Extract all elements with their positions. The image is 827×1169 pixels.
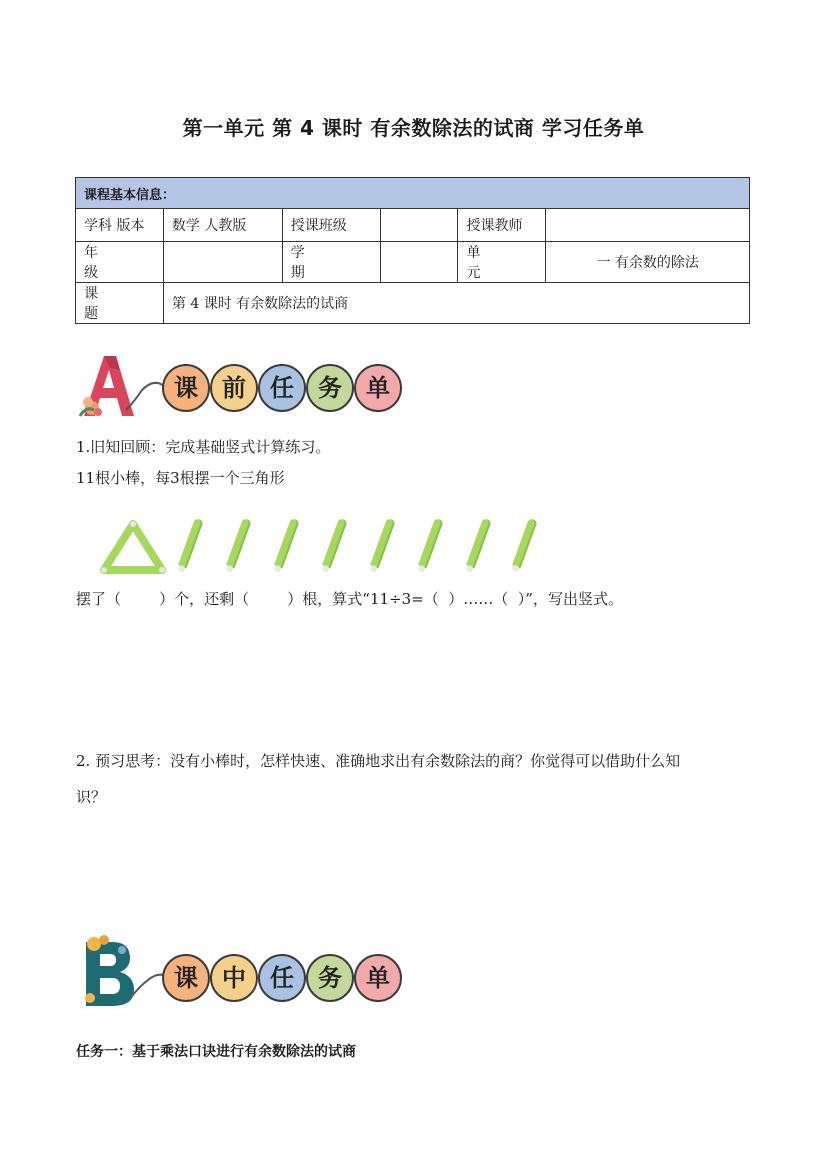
task-1-heading: 任务一：基于乘法口诀进行有余数除法的试商	[76, 1044, 356, 1060]
question-2-line-2: 识？	[76, 788, 107, 806]
question-2-line-1: 2. 预习思考：没有小棒时，怎样快速、准确地求出有余数除法的商？你觉得可以借助什么知	[76, 752, 681, 770]
stick-icon	[225, 518, 251, 570]
stick-icon	[511, 518, 537, 570]
triangle-sticks-icon	[96, 516, 170, 576]
unit-value: 一 有余数的除法	[546, 242, 750, 283]
subject-value: 数学 人教版	[163, 209, 282, 242]
banner-a-char-2: 前	[210, 364, 258, 412]
teacher-value	[546, 209, 750, 242]
banner-b-char-1: 课	[162, 954, 210, 1002]
term-label: 学 期	[282, 242, 380, 283]
topic-value: 第 4 课时 有余数除法的试商	[163, 283, 749, 324]
grade-label: 年 级	[76, 242, 164, 283]
table-header: 课程基本信息：	[76, 178, 750, 209]
banner-b-char-5: 单	[354, 954, 402, 1002]
stick-icon	[273, 518, 299, 570]
banner-a-char-4: 务	[306, 364, 354, 412]
subject-label: 学科 版本	[76, 209, 164, 242]
letter-b-flower-icon	[76, 934, 166, 1010]
topic-label: 课 题	[76, 283, 164, 324]
course-info-table	[75, 177, 750, 324]
stick-icon	[465, 518, 491, 570]
question-1-fill: 摆了（ ）个，还剩（ ）根，算式“11÷3=（ ）……（ ）”，写出竖式。	[76, 590, 623, 608]
banner-a-char-1: 课	[162, 364, 210, 412]
grade-value	[163, 242, 282, 283]
class-value	[380, 209, 458, 242]
document-title: 第一单元 第 4 课时 有余数除法的试商 学习任务单	[182, 116, 645, 140]
pre-class-task-banner	[76, 350, 406, 420]
banner-b-char-2: 中	[210, 954, 258, 1002]
stick-icon	[369, 518, 395, 570]
question-1-sub: 11根小棒，每3根摆一个三角形	[76, 469, 285, 487]
question-1: 1.旧知回顾：完成基础竖式计算练习。	[76, 438, 331, 456]
teacher-label: 授课教师	[458, 209, 546, 242]
stick-icon	[177, 518, 203, 570]
banner-b-char-3: 任	[258, 954, 306, 1002]
term-value	[380, 242, 458, 283]
banner-a-char-5: 单	[354, 364, 402, 412]
in-class-task-banner	[76, 934, 406, 1010]
stick-icon	[417, 518, 443, 570]
banner-b-char-4: 务	[306, 954, 354, 1002]
sticks-illustration	[96, 512, 546, 578]
banner-a-char-3: 任	[258, 364, 306, 412]
class-label: 授课班级	[282, 209, 380, 242]
unit-label: 单 元	[458, 242, 546, 283]
stick-icon	[321, 518, 347, 570]
letter-a-flower-icon	[76, 350, 166, 420]
